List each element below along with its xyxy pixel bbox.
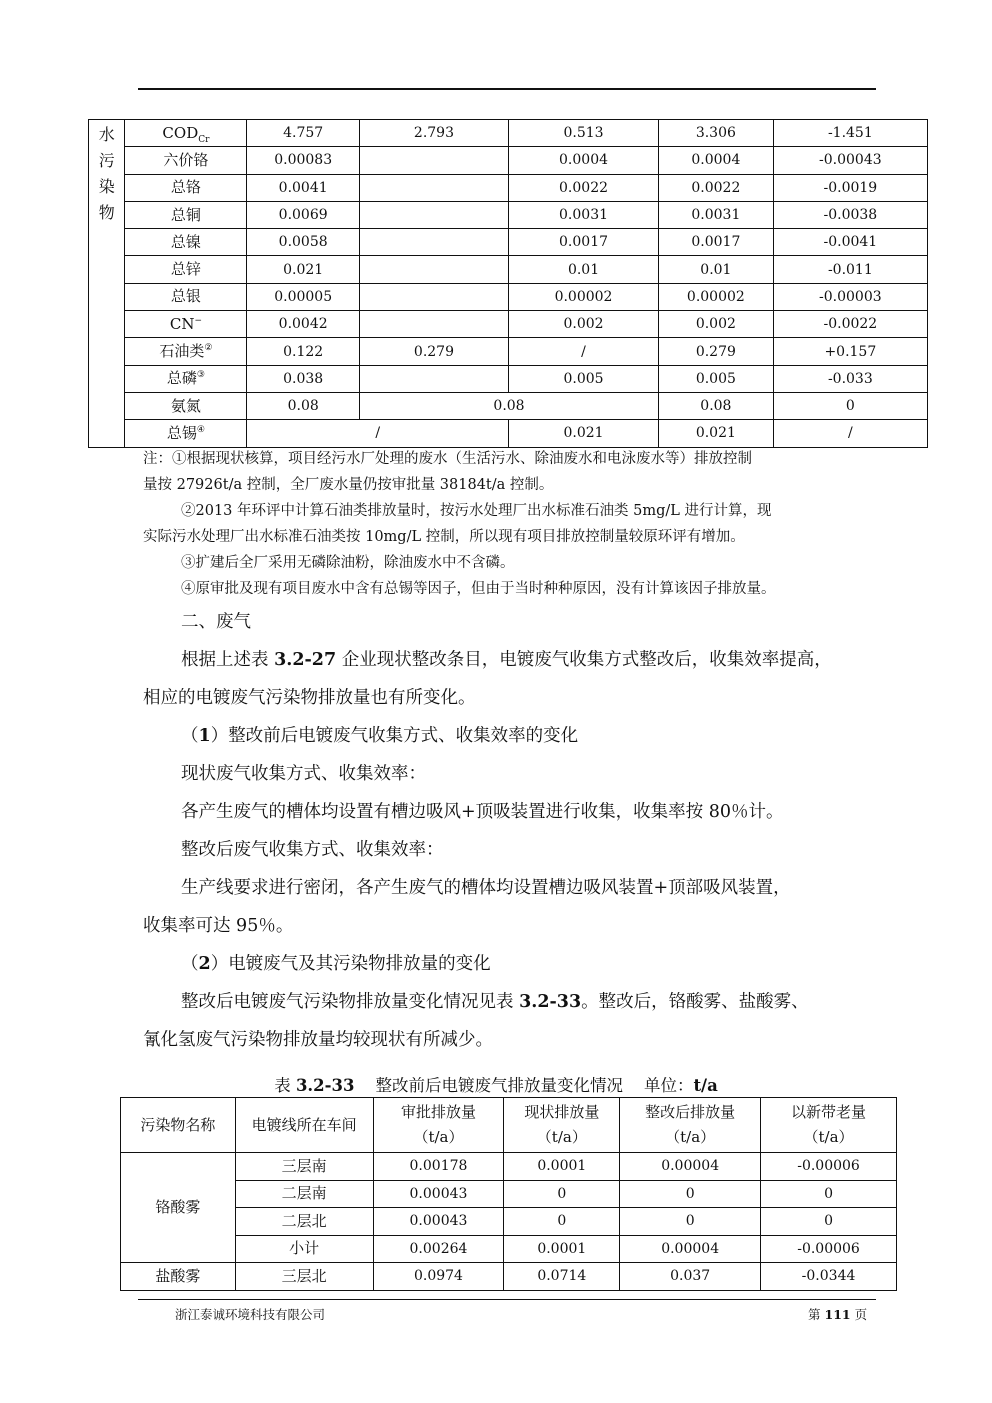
table-cell: 0.0042 bbox=[247, 311, 360, 338]
column-header: 整改后排放量 （t/a） bbox=[620, 1098, 761, 1153]
table-row bbox=[121, 1235, 897, 1263]
table-cell: 0.513 bbox=[508, 120, 658, 147]
footer-rule bbox=[138, 1299, 876, 1300]
table-cell: 0.005 bbox=[508, 365, 658, 392]
table-cell: 0.00004 bbox=[620, 1153, 761, 1181]
table-cell: 0.0058 bbox=[247, 229, 360, 256]
table-cell: 0.0031 bbox=[508, 201, 658, 228]
pollutant-name: 总锡④ bbox=[125, 420, 247, 447]
table-cell: 0.0017 bbox=[659, 229, 774, 256]
table-cell: 0.00002 bbox=[508, 283, 658, 310]
pollutant-name: 总磷③ bbox=[125, 365, 247, 392]
pollutant-name: 总镍 bbox=[125, 229, 247, 256]
table-cell: 0.279 bbox=[359, 338, 508, 365]
table-row bbox=[89, 311, 928, 338]
note-1a: 注：①根据现状核算，项目经污水厂处理的废水（生活污水、除油废水和电泳废水等）排放控制 bbox=[143, 451, 752, 467]
table-cell: 0.00005 bbox=[247, 283, 360, 310]
table-cell: / bbox=[508, 338, 658, 365]
table-cell: / bbox=[773, 420, 927, 447]
paragraph-5a: 生产线要求进行密闭，各产生废气的槽体均设置槽边吸风装置+顶部吸风装置， bbox=[181, 878, 791, 898]
table-cell: 0 bbox=[761, 1180, 897, 1208]
table-cell: -0.033 bbox=[773, 365, 927, 392]
table-cell: 0.021 bbox=[659, 420, 774, 447]
table-cell: 0.0022 bbox=[508, 174, 658, 201]
table-row bbox=[89, 147, 928, 174]
table-cell: 0.0001 bbox=[504, 1153, 620, 1181]
table-cell: 三层南 bbox=[235, 1153, 373, 1181]
subheading-1: （1）整改前后电镀废气收集方式、收集效率的变化 bbox=[181, 726, 579, 746]
pollutant-name: 总铜 bbox=[125, 201, 247, 228]
subheading-2: （2）电镀废气及其污染物排放量的变化 bbox=[181, 954, 491, 974]
table-cell: 0.00004 bbox=[620, 1235, 761, 1263]
table-cell: 0.01 bbox=[659, 256, 774, 283]
body-text bbox=[143, 603, 883, 1059]
table-cell: 0.0041 bbox=[247, 174, 360, 201]
table-cell: 0.038 bbox=[247, 365, 360, 392]
table-cell: -0.00006 bbox=[761, 1153, 897, 1181]
paragraph-6b: 氰化氢废气污染物排放量均较现状有所减少。 bbox=[143, 1030, 493, 1050]
table-cell: 0.00043 bbox=[373, 1180, 504, 1208]
table-cell bbox=[359, 256, 508, 283]
table-row bbox=[89, 420, 928, 447]
table-cell: 0.01 bbox=[508, 256, 658, 283]
pollutant-name: 石油类② bbox=[125, 338, 247, 365]
table-cell: 0.00178 bbox=[373, 1153, 504, 1181]
paragraph-3: 各产生废气的槽体均设置有槽边吸风+顶吸装置进行收集，收集率按 80％计。 bbox=[181, 802, 784, 822]
table-cell: 0.122 bbox=[247, 338, 360, 365]
table-cell: 0.002 bbox=[508, 311, 658, 338]
table-cell: 0.00083 bbox=[247, 147, 360, 174]
header-rule bbox=[138, 88, 876, 90]
table-cell: +0.157 bbox=[773, 338, 927, 365]
table-cell bbox=[359, 311, 508, 338]
pollutant-name: 总银 bbox=[125, 283, 247, 310]
table-cell bbox=[359, 147, 508, 174]
table-cell: / bbox=[247, 420, 509, 447]
note-4: ④原审批及现有项目废水中含有总锡等因子，但由于当时种种原因，没有计算该因子排放量。 bbox=[181, 581, 776, 597]
notes bbox=[143, 446, 883, 602]
table-cell: 0.0714 bbox=[504, 1263, 620, 1291]
table-cell: 0.00264 bbox=[373, 1235, 504, 1263]
section-heading: 二、废气 bbox=[181, 612, 251, 632]
pollutant-name: 氨氮 bbox=[125, 392, 247, 419]
table-cell: -1.451 bbox=[773, 120, 927, 147]
table-cell: 0.00043 bbox=[373, 1208, 504, 1236]
table-caption: 表 3.2-33 整改前后电镀废气排放量变化情况 单位：t/a bbox=[274, 1076, 718, 1095]
pollutant-name: 盐酸雾 bbox=[121, 1263, 236, 1291]
table-cell: 0.08 bbox=[659, 392, 774, 419]
table-cell: 0.0031 bbox=[659, 201, 774, 228]
pollutant-name: 总铬 bbox=[125, 174, 247, 201]
table-row bbox=[89, 392, 928, 419]
table-cell: -0.0022 bbox=[773, 311, 927, 338]
table-cell: -0.0041 bbox=[773, 229, 927, 256]
table-cell bbox=[359, 174, 508, 201]
table-cell: 0.08 bbox=[247, 392, 360, 419]
column-header: 污染物名称 bbox=[121, 1098, 236, 1153]
table-cell: 0.279 bbox=[659, 338, 774, 365]
table-cell: -0.00043 bbox=[773, 147, 927, 174]
table-cell: -0.00006 bbox=[761, 1235, 897, 1263]
table-cell: 0 bbox=[504, 1208, 620, 1236]
table-row bbox=[121, 1153, 897, 1181]
table-cell: 二层北 bbox=[235, 1208, 373, 1236]
category-cell: 水 污 染 物 bbox=[89, 120, 125, 448]
table-row bbox=[89, 283, 928, 310]
table-cell: 0.00002 bbox=[659, 283, 774, 310]
water-pollutant-table bbox=[88, 119, 928, 448]
pollutant-name: 总锌 bbox=[125, 256, 247, 283]
column-header: 以新带老量 （t/a） bbox=[761, 1098, 897, 1153]
table-ref: 3.2-33 bbox=[519, 992, 582, 1012]
table-cell: 0.0974 bbox=[373, 1263, 504, 1291]
note-2a: ②2013 年环评中计算石油类排放量时，按污水处理厂出水标准石油类 5mg/L 进行计算，现 bbox=[181, 503, 772, 519]
table-cell: 0.0017 bbox=[508, 229, 658, 256]
table-cell bbox=[359, 283, 508, 310]
table-cell: 0 bbox=[620, 1208, 761, 1236]
note-2b: 实际污水处理厂出水标准石油类按 10mg/L 控制，所以现有项目排放控制量较原环评有增加。 bbox=[143, 529, 745, 545]
paragraph-5b: 收集率可达 95％。 bbox=[143, 916, 294, 936]
table-row bbox=[89, 201, 928, 228]
table-row bbox=[89, 338, 928, 365]
table-cell: 0 bbox=[773, 392, 927, 419]
pollutant-name: CN− bbox=[125, 311, 247, 338]
table-cell bbox=[359, 365, 508, 392]
table-cell bbox=[359, 201, 508, 228]
table-cell: 0 bbox=[504, 1180, 620, 1208]
pollutant-name: $COD_{Cr}$ bbox=[125, 120, 247, 147]
table-row bbox=[121, 1208, 897, 1236]
table-cell: -0.0019 bbox=[773, 174, 927, 201]
table-row bbox=[89, 174, 928, 201]
column-header: 电镀线所在车间 bbox=[235, 1098, 373, 1153]
exhaust-emission-table bbox=[120, 1097, 897, 1291]
table-cell: 0.0069 bbox=[247, 201, 360, 228]
footer-company: 浙江泰诚环境科技有限公司 bbox=[175, 1307, 326, 1322]
table-row bbox=[89, 229, 928, 256]
page-number: 第 111 页 bbox=[808, 1307, 868, 1322]
note-3: ③扩建后全厂采用无磷除油粉，除油废水中不含磷。 bbox=[181, 555, 515, 571]
table-cell: 0 bbox=[761, 1208, 897, 1236]
table-row bbox=[89, 120, 928, 147]
paragraph-1b: 相应的电镀废气污染物排放量也有所变化。 bbox=[143, 688, 476, 708]
table-cell: 0 bbox=[620, 1180, 761, 1208]
table-cell: 0.002 bbox=[659, 311, 774, 338]
table-cell: 0.08 bbox=[359, 392, 658, 419]
table-row bbox=[89, 256, 928, 283]
column-header: 现状排放量 （t/a） bbox=[504, 1098, 620, 1153]
table-cell: 小计 bbox=[235, 1235, 373, 1263]
table-cell: 0.0001 bbox=[504, 1235, 620, 1263]
table-cell: -0.0038 bbox=[773, 201, 927, 228]
pollutant-name: 铬酸雾 bbox=[121, 1153, 236, 1263]
table-cell: 三层北 bbox=[235, 1263, 373, 1291]
table-cell: 0.021 bbox=[508, 420, 658, 447]
pollutant-name: 六价铬 bbox=[125, 147, 247, 174]
table-cell: 0.021 bbox=[247, 256, 360, 283]
table-cell: -0.00003 bbox=[773, 283, 927, 310]
table-cell: 4.757 bbox=[247, 120, 360, 147]
table-ref: 3.2-27 bbox=[274, 650, 337, 670]
table-cell: -0.0344 bbox=[761, 1263, 897, 1291]
table-cell: 0.037 bbox=[620, 1263, 761, 1291]
table-row bbox=[121, 1180, 897, 1208]
column-header: 审批排放量 （t/a） bbox=[373, 1098, 504, 1153]
table-cell: 2.793 bbox=[359, 120, 508, 147]
table-cell: -0.011 bbox=[773, 256, 927, 283]
table-cell: 0.005 bbox=[659, 365, 774, 392]
table-cell bbox=[359, 229, 508, 256]
paragraph-2: 现状废气收集方式、收集效率： bbox=[181, 764, 426, 784]
note-1b: 量按 27926t/a 控制，全厂废水量仍按审批量 38184t/a 控制。 bbox=[143, 477, 554, 493]
table-row bbox=[89, 365, 928, 392]
header-row bbox=[121, 1098, 897, 1153]
paragraph-6a: 整改后电镀废气污染物排放量变化情况见表 3.2-33。整改后，铬酸雾、盐酸雾、 bbox=[181, 992, 809, 1012]
table-cell: 0.0004 bbox=[659, 147, 774, 174]
table-cell: 0.0004 bbox=[508, 147, 658, 174]
table-row bbox=[121, 1263, 897, 1291]
paragraph-4: 整改后废气收集方式、收集效率： bbox=[181, 840, 444, 860]
table-cell: 0.0022 bbox=[659, 174, 774, 201]
table-cell: 二层南 bbox=[235, 1180, 373, 1208]
table-cell: 3.306 bbox=[659, 120, 774, 147]
paragraph-1a: 根据上述表 3.2-27 企业现状整改条目，电镀废气收集方式整改后，收集效率提高， bbox=[181, 650, 832, 670]
